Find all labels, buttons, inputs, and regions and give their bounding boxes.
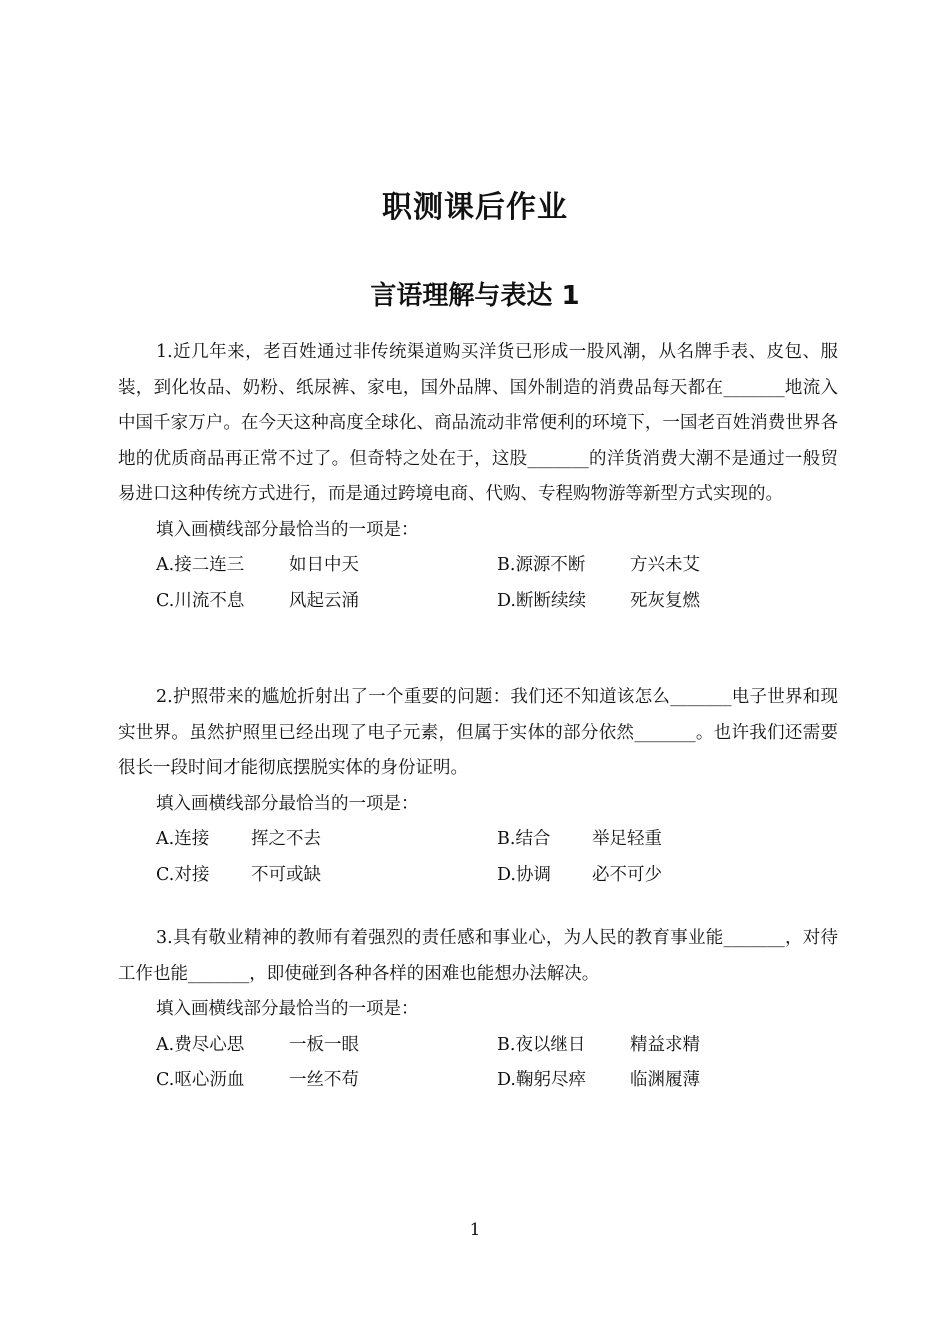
option-letter: C. xyxy=(156,1070,175,1090)
option-c xyxy=(156,858,497,894)
options-row xyxy=(118,548,838,584)
option-letter: B. xyxy=(497,829,516,849)
option-word-2: 临渊履薄 xyxy=(630,1070,700,1090)
option-word-1: 断断续续 xyxy=(515,590,586,611)
question-2 xyxy=(118,680,838,893)
option-d xyxy=(497,1063,838,1099)
options-row xyxy=(118,1028,838,1064)
option-letter: C. xyxy=(156,590,175,611)
option-letter: D. xyxy=(497,590,516,611)
option-letter: A. xyxy=(156,555,175,575)
option-word-1: 源源不断 xyxy=(515,555,586,575)
page-title: 职测课后作业 xyxy=(382,190,568,225)
option-b xyxy=(497,822,838,858)
option-d xyxy=(497,584,838,620)
option-word-2: 方兴未艾 xyxy=(630,555,700,575)
option-word-2: 风起云涌 xyxy=(289,590,359,611)
option-word-2: 必不可少 xyxy=(592,864,662,885)
option-c xyxy=(156,584,497,620)
option-letter: A. xyxy=(156,1034,175,1055)
option-c xyxy=(156,1063,497,1099)
option-letter: D. xyxy=(497,864,516,885)
question-stem: 3.具有敬业精神的教师有着强烈的责任感和事业心，为人民的教育事业能_______，对待工作也能_______，即使碰到各种各样的困难也能想办法解决。 xyxy=(118,928,838,984)
option-a xyxy=(156,548,497,584)
option-letter: B. xyxy=(497,1034,516,1055)
options-row xyxy=(118,1063,838,1099)
option-word-2: 死灰复燃 xyxy=(630,590,700,611)
option-word-2: 不可或缺 xyxy=(251,864,321,885)
option-word-2: 挥之不去 xyxy=(251,829,321,849)
question-prompt: 填入画横线部分最恰当的一项是： xyxy=(156,999,419,1019)
option-word-1: 对接 xyxy=(174,864,210,885)
options-row xyxy=(118,584,838,620)
option-word-2: 举足轻重 xyxy=(592,829,662,849)
option-letter: A. xyxy=(156,829,175,849)
question-stem: 1.近几年来，老百姓通过非传统渠道购买洋货已形成一股风潮，从名牌手表、皮包、服装，到化妆品、奶粉、纸尿裤、家电，国外品牌、国外制造的消费品每天都在_______地流入中国千家万户。在今天这种高度全球化、商品流动非常便利的环境下，一国老百姓消费世界各地的优质商品再正常不过了。但奇特之处在于，这股_______的洋货消费大潮不是通过一般贸易进口这种传统方式进行，而是通过跨境电商、代购、专程购物游等新型方式实现的。 xyxy=(118,342,838,504)
option-word-1: 夜以继日 xyxy=(515,1034,586,1055)
option-word-1: 协调 xyxy=(515,864,551,885)
section-subtitle: 言语理解与表达 1 xyxy=(370,281,580,311)
option-b xyxy=(497,1028,838,1064)
option-word-1: 费尽心思 xyxy=(174,1034,245,1055)
page-number: 1 xyxy=(469,1220,481,1240)
options-row xyxy=(118,822,838,858)
option-d xyxy=(497,858,838,894)
option-a xyxy=(156,822,497,858)
question-prompt: 填入画横线部分最恰当的一项是： xyxy=(156,793,419,814)
option-word-2: 如日中天 xyxy=(289,555,359,575)
question-3 xyxy=(118,921,838,1099)
option-b xyxy=(497,548,838,584)
question-1 xyxy=(118,335,838,619)
option-word-1: 川流不息 xyxy=(174,590,245,611)
option-word-1: 结合 xyxy=(515,829,551,849)
option-word-1: 呕心沥血 xyxy=(174,1070,245,1090)
option-letter: B. xyxy=(497,555,516,575)
options-row xyxy=(118,858,838,894)
option-a xyxy=(156,1028,497,1064)
option-letter: C. xyxy=(156,864,175,885)
option-word-1: 接二连三 xyxy=(174,555,245,575)
option-word-2: 一丝不苟 xyxy=(289,1070,359,1090)
question-stem: 2.护照带来的尴尬折射出了一个重要的问题：我们还不知道该怎么_______电子世界和现实世界。虽然护照里已经出现了电子元素，但属于实体的部分依然_______。也许我们还需要很长一段时间才能彻底摆脱实体的身份证明。 xyxy=(118,687,838,778)
option-letter: D. xyxy=(497,1070,516,1090)
question-prompt: 填入画横线部分最恰当的一项是： xyxy=(156,519,419,540)
option-word-1: 鞠躬尽瘁 xyxy=(515,1070,586,1090)
option-word-2: 精益求精 xyxy=(630,1034,700,1055)
option-word-2: 一板一眼 xyxy=(289,1034,359,1055)
option-word-1: 连接 xyxy=(174,829,210,849)
